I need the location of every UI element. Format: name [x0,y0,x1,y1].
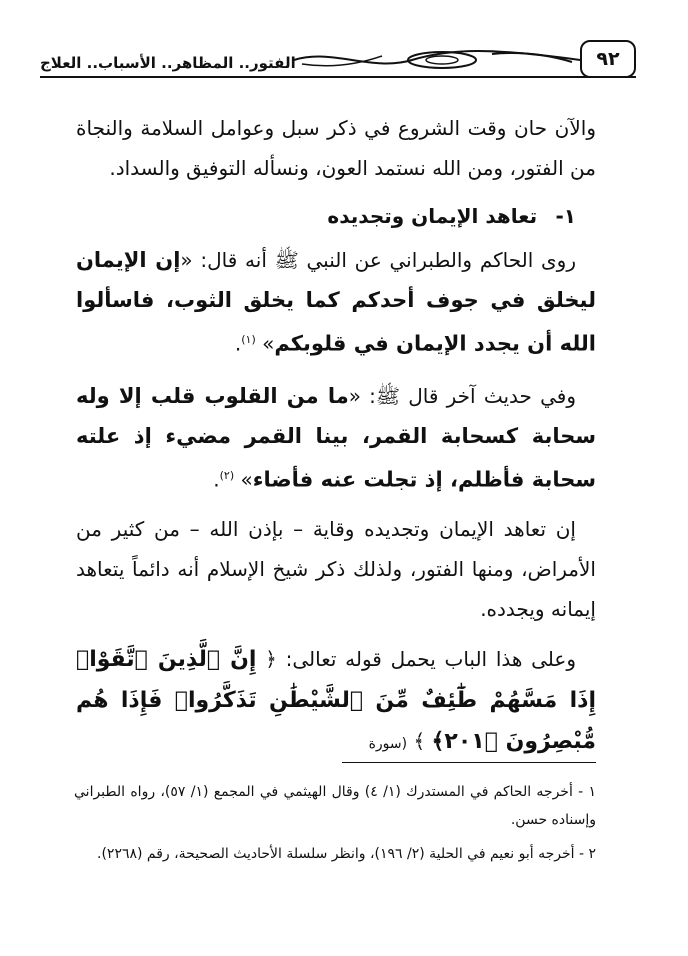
main-text [76,108,596,764]
quran-paragraph [76,639,596,764]
section-heading [76,196,596,236]
heading-number: ١- [555,204,576,228]
renewal-paragraph: إن تعاهد الإيمان وتجديده وقاية – بإذن الله – من كثير من الأمراض، ومنها الفتور، ولذلك ذكر شيخ الإسلام أنه دائماً يتعاهد إيمانه ويجدده. [76,517,596,622]
heading-title: تعاهد الإيمان وتجديده [327,204,538,228]
quran-intro: وعلى هذا الباب يحمل قوله تعالى: [285,647,577,672]
footnote-ref-2[interactable]: (٢) [219,468,235,482]
footnotes [74,778,596,874]
header-ornament [292,48,582,72]
hadith-2-text: ما من القلوب قلب إلا وله سحابة كسحابة القمر، بينا القمر مضيء إذ علته سحابة فأظلم، إذ تجلت عنه فأضاء [76,383,596,492]
hadith-2-intro: وفي حديث آخر قال ﷺ: « [348,383,576,408]
header-rule [40,76,636,78]
surah-ref: (سورة [368,736,408,753]
hadith-2-close: » [240,467,253,492]
ornate-bracket-close: ﴾ [413,729,426,754]
page-header [40,40,636,80]
hadith-paragraph-1: روى الحاكم والطبراني عن النبي ﷺ أنه قال: «إن الإيمان ليخلق في جوف أحدكم كما يخلق الثوب، فاسألوا الله أن يجدد الإيمان في قلوبكم» $^{(١)}$. [76,248,596,356]
hadith-1-close: » [262,331,275,356]
hadith-1-intro: روى الحاكم والطبراني عن النبي ﷺ أنه قال: « [180,248,577,272]
quran-verse: إِنَّ ٱلَّذِينَ ٱتَّقَوْا۟ إِذَا مَسَّهُمْ طَٰٓئِفٌ مِّنَ ٱلشَّيْطَٰنِ تَذَكَّرُوا۟ فَإِذَا هُم مُّبْصِرُونَ ﴿٢٠١﴾ [76,647,596,755]
footnote-separator [342,762,596,763]
running-title: الفتور.. المظاهر.. الأسباب.. العلاج [40,54,296,72]
ornate-bracket-open: ﴿ [265,647,277,672]
page-number: ٩٢ [580,40,636,78]
footnote-2: ٢ - أخرجه أبو نعيم في الحلية (٢/ ١٩٦)، وانظر سلسلة الأحاديث الصحيحة، رقم (٢٢٦٨). [97,846,596,862]
footnote-1: ١ - أخرجه الحاكم في المستدرك (١/ ٤) وقال الهيثمي في المجمع (١/ ٥٧)، رواه الطبراني وإسناده حسن. [74,784,597,828]
hadith-paragraph-2: وفي حديث آخر قال ﷺ: «ما من القلوب قلب إلا وله سحابة كسحابة القمر، بينا القمر مضيء إذ علته سحابة فأظلم، إذ تجلت عنه فأضاء» $^{(٢)}$. [76,383,596,492]
hadith-1-text: إن الإيمان ليخلق في جوف أحدكم كما يخلق الثوب، فاسألوا الله أن يجدد الإيمان في قلوبكم [76,248,596,356]
footnote-ref-1[interactable]: (١) [241,333,256,346]
intro-paragraph: والآن حان وقت الشروع في ذكر سبل وعوامل السلامة والنجاة من الفتور، ومن الله نستمد العون، ونسأله التوفيق والسداد. [76,116,596,180]
